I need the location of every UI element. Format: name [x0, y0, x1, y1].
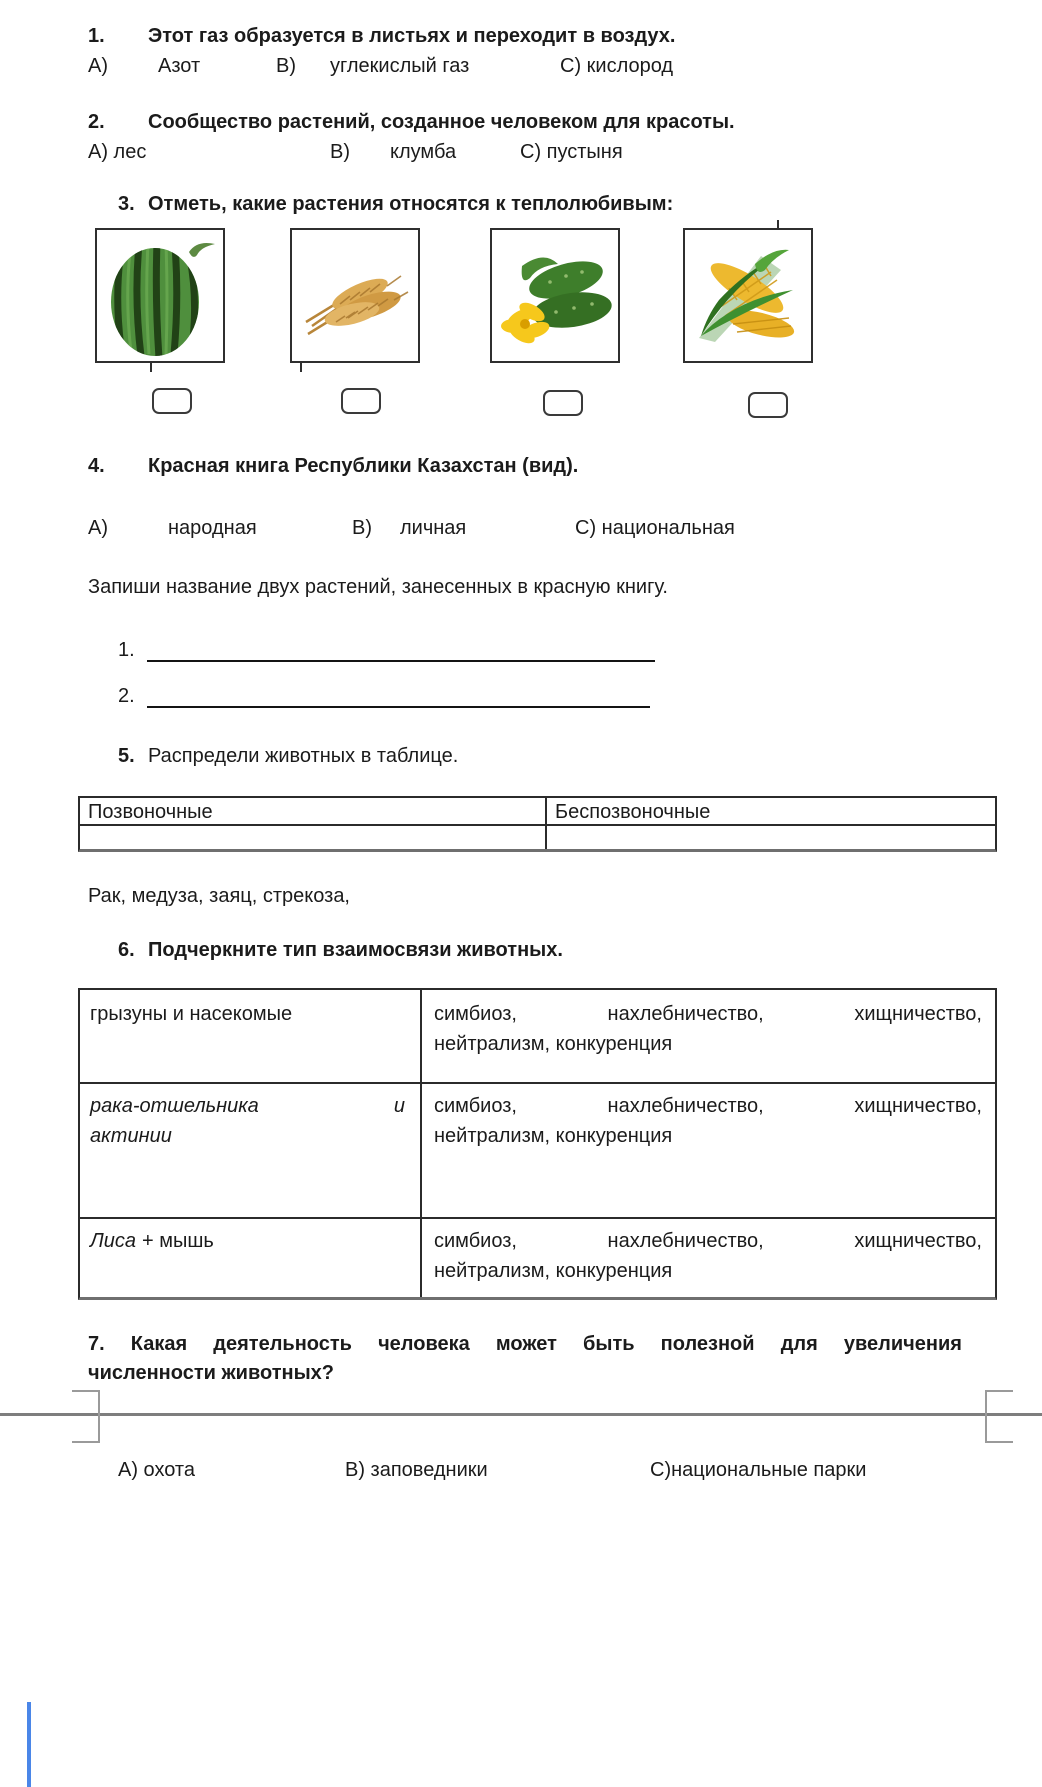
pair-fox-mouse-rest: + мышь [141, 1230, 214, 1252]
checkbox-watermelon[interactable] [152, 388, 192, 414]
table2-column-divider [420, 990, 422, 1297]
table2-row-divider-2 [80, 1217, 995, 1219]
pair-hermit-crab-anemone-line1: рака-отшельника и [90, 1095, 405, 1117]
q1-option-a: Азот [158, 55, 201, 77]
table1-empty-cell-vertebrates[interactable] [80, 826, 545, 850]
wheat-icon [292, 230, 418, 361]
animals-word-list: Рак, медуза, заяц, стрекоза, [88, 885, 350, 907]
pair-fox-mouse-italic: Лиса [90, 1230, 136, 1252]
vertebrates-table [78, 796, 997, 852]
relationships-table [78, 988, 997, 1300]
q4-option-b: личная [400, 517, 467, 539]
relationship-options-row2-line2[interactable]: нейтрализм, конкуренция [434, 1125, 673, 1147]
pair-hermit-crab-anemone-line2: актинии [90, 1125, 172, 1147]
crop-mark-right-bottom-tick [986, 1441, 1013, 1443]
q1-option-b-key: В) [276, 55, 296, 77]
q1-text: Этот газ образуется в листьях и переходит в воздух. [148, 25, 676, 47]
q4-option-c: С) национальная [575, 517, 735, 539]
pair-fox-mouse [90, 1227, 214, 1255]
q6-number: 6. [118, 939, 135, 961]
q5-text: Распредели животных в таблице. [148, 745, 459, 767]
q6-text: Подчеркните тип взаимосвязи животных. [148, 939, 563, 961]
q4-number: 4. [88, 455, 105, 477]
scan-tick-mark [150, 363, 152, 372]
q1-option-c: С) кислород [560, 55, 674, 77]
relationship-options-row3-line2[interactable]: нейтрализм, конкуренция [434, 1260, 673, 1282]
checkbox-corn[interactable] [748, 392, 788, 418]
relationship-options-row1-line1[interactable]: симбиоз, нахлебничество, хищничество, [434, 1003, 982, 1025]
q2-number: 2. [88, 111, 105, 133]
watermelon-icon [97, 230, 223, 361]
q1-option-a-key: А) [88, 55, 108, 77]
q7-option-a: А) охота [118, 1459, 195, 1481]
crop-mark-left-bottom-tick [72, 1441, 99, 1443]
corn-icon [685, 230, 811, 361]
blank-1-number: 1. [118, 639, 135, 661]
q4-option-a-key: А) [88, 517, 108, 539]
answer-blank-line-1[interactable] [147, 660, 655, 662]
corn-image [683, 228, 813, 363]
q7-option-b: В) заповедники [345, 1459, 488, 1481]
relationship-options-row3-line1[interactable]: симбиоз, нахлебничество, хищничество, [434, 1230, 982, 1252]
checkbox-cucumbers[interactable] [543, 390, 583, 416]
q3-text: Отметь, какие растения относятся к теплолюбивым: [148, 193, 674, 215]
table2-row-divider-1 [80, 1082, 995, 1084]
crop-mark-right-top-tick [986, 1390, 1013, 1392]
checkbox-wheat[interactable] [341, 388, 381, 414]
q2-option-c: С) пустыня [520, 141, 623, 163]
crop-mark-left-top-tick [72, 1390, 99, 1392]
table1-header-invertebrates: Беспозвоночные [555, 801, 711, 823]
crop-mark-left-vertical [98, 1390, 100, 1443]
cucumbers-icon [492, 230, 618, 361]
q7-text-line1: 7. Какая деятельность человека может быть полезной для увеличения [88, 1333, 962, 1355]
scan-tick-mark [300, 363, 302, 372]
table1-header-vertebrates: Позвоночные [88, 801, 213, 823]
q2-text: Сообщество растений, созданное человеком для красоты. [148, 111, 735, 133]
wheat-image [290, 228, 420, 363]
cucumbers-image [490, 228, 620, 363]
q4-write-prompt: Запиши название двух растений, занесенных в красную книгу. [88, 576, 668, 598]
q2-option-b: клумба [390, 141, 457, 163]
relationship-options-row2-line1[interactable]: симбиоз, нахлебничество, хищничество, [434, 1095, 982, 1117]
table1-empty-cell-invertebrates[interactable] [547, 826, 995, 850]
relationship-options-row1-line2[interactable]: нейтрализм, конкуренция [434, 1033, 673, 1055]
crop-mark-right-vertical [985, 1390, 987, 1443]
watermelon-image [95, 228, 225, 363]
text-cursor-mark [27, 1702, 31, 1787]
q1-option-b: углекислый газ [330, 55, 470, 77]
scan-tick-mark [777, 220, 779, 228]
q1-number: 1. [88, 25, 105, 47]
q4-text: Красная книга Республики Казахстан (вид). [148, 455, 579, 477]
q4-option-a: народная [168, 517, 257, 539]
q3-number: 3. [118, 193, 135, 215]
blank-2-number: 2. [118, 685, 135, 707]
q7-option-c: С)национальные парки [650, 1459, 867, 1481]
q5-number: 5. [118, 745, 135, 767]
page-separator-line [0, 1413, 1042, 1416]
q2-option-a: А) лес [88, 141, 147, 163]
answer-blank-line-2[interactable] [147, 706, 650, 708]
q7-text-line2: численности животных? [88, 1362, 334, 1384]
q7-paragraph [88, 1330, 962, 1388]
q2-option-b-key: В) [330, 141, 350, 163]
pair-rodents-insects: грызуны и насекомые [90, 1003, 293, 1025]
q4-option-b-key: В) [352, 517, 372, 539]
